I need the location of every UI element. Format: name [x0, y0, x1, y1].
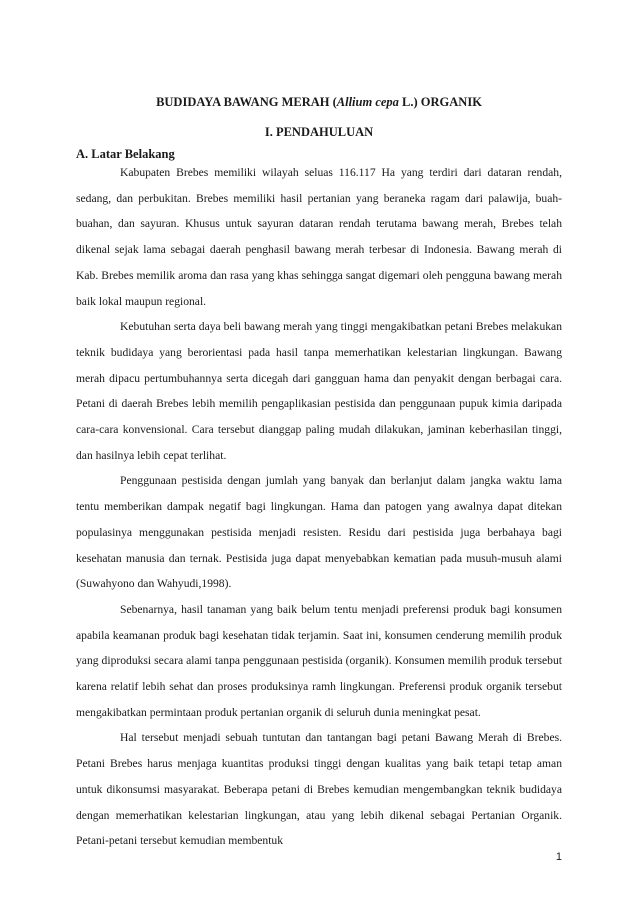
paragraph-4: Sebenarnya, hasil tanaman yang baik belum tentu menjadi preferensi produk bagi konsumen apabila keamanan produk bagi kesehatan tidak terjamin. Saat ini, konsumen cenderung memilih produk yang diproduksi secara alami tanpa penggunaan pestisida (organik). Konsumen memilih produk tersebut karena relatif lebih sehat dan proses produksinya ramh lingkungan. Preferensi produk organik tersebut mengakibatkan permintaan produk pertanian organik di seluruh dunia meningkat pesat. [76, 602, 562, 719]
document-title [0, 94, 638, 110]
paragraph-1: Kabupaten Brebes memiliki wilayah seluas 116.117 Ha yang terdiri dari dataran rendah, sedang, dan perbukitan. Brebes memiliki hasil pertanian yang beraneka ragam dari palawija, buah-buahan, dan sayuran. Khusus untuk sayuran dataran rendah terutama bawang merah, Brebes telah dikenal sejak lama sebagai daerah penghasil bawang merah terbesar di Indonesia. Bawang merah di Kab. Brebes memilik aroma dan rasa yang khas sehingga sangat digemari oleh pengguna bawang merah baik lokal maupun regional. [76, 166, 562, 308]
paragraph-2: Kebutuhan serta daya beli bawang merah yang tinggi mengakibatkan petani Brebes melakukan teknik budidaya yang berorientasi pada hasil tanpa memerhatikan kelestarian lingkungan. Bawang merah dipacu pertumbuhannya serta dicegah dari gangguan hama dan penyakit dengan berbagai cara. Petani di daerah Brebes lebih memilih pengaplikasian pestisida dan penggunaan pupuk kimia daripada cara-cara konvensional. Cara tersebut dianggap paling mudah dilakukan, jaminan keberhasilan tinggi, dan hasilnya lebih cepat terlihat. [76, 320, 562, 462]
paragraph-5: Hal tersebut menjadi sebuah tuntutan dan tantangan bagi petani Bawang Merah di Brebes. Petani Brebes harus menjaga kuantitas produksi tinggi dengan kualitas yang baik tetapi tetap aman untuk dikonsumsi masyarakat. Beberapa petani di Brebes kemudian mengembangkan teknik budidaya dengan memerhatikan kelestarian lingkungan, atau yang lebih dikenal sebagai Pertanian Organik. Petani-petani tersebut kemudian membentuk [76, 731, 562, 848]
title-scientific-name: Allium cepa [336, 95, 399, 109]
body-text [76, 160, 562, 854]
section-heading: A. Latar Belakang [76, 147, 175, 161]
paragraph-3: Penggunaan pestisida dengan jumlah yang banyak dan berlanjut dalam jangka waktu lama tentu memberikan dampak negatif bagi lingkungan. Hama dan patogen yang awalnya dapat ditekan populasinya menggunakan pestisida menjadi resisten. Residu dari pestisida juga berbahaya bagi kesehatan manusia dan ternak. Pestisida juga dapat menyebabkan kematian pada musuh-musuh alami (Suwahyono dan Wahyudi,1998). [76, 474, 562, 591]
chapter-heading: I. PENDAHULUAN [264, 125, 374, 139]
title-prefix: BUDIDAYA BAWANG MERAH ( [156, 95, 337, 109]
title-suffix: L.) ORGANIK [398, 95, 482, 109]
page-number: 1 [555, 851, 562, 863]
